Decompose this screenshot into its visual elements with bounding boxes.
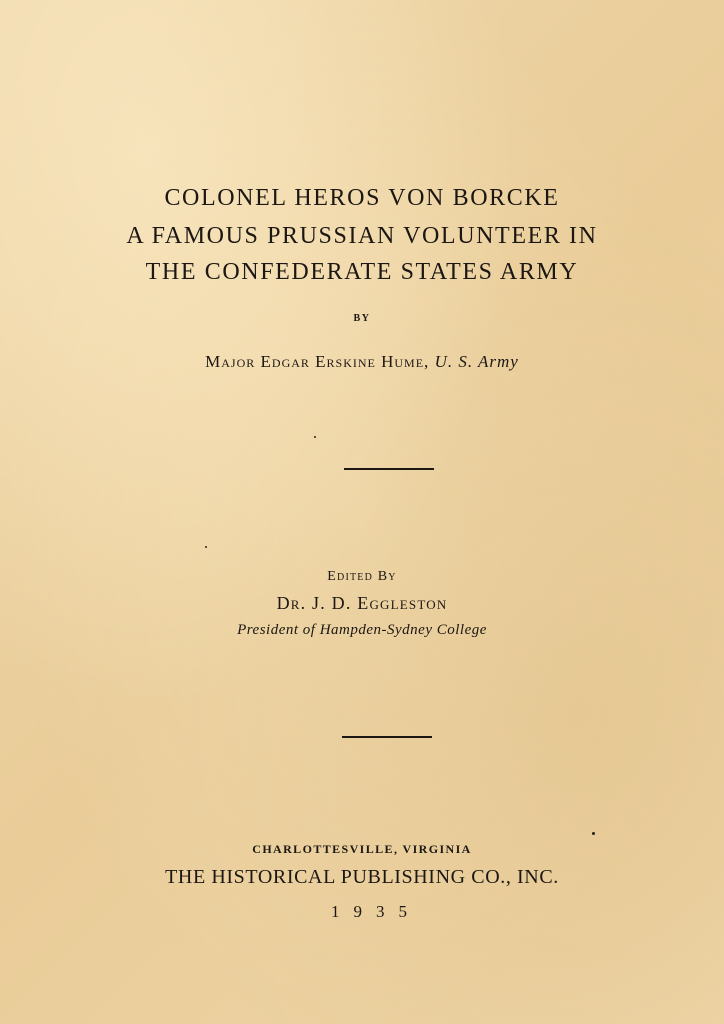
divider-rule-top — [344, 468, 434, 470]
title-line-2: A FAMOUS PRUSSIAN VOLUNTEER IN — [126, 223, 598, 249]
publication-place: CHARLOTTESVILLE, VIRGINIA — [252, 842, 472, 856]
editor-title: President of Hampden-Sydney College — [237, 622, 487, 638]
publication-year: 1935 — [331, 902, 421, 921]
ink-speck — [205, 546, 207, 548]
ink-speck — [314, 436, 316, 438]
publisher-name: THE HISTORICAL PUBLISHING CO., INC. — [165, 866, 559, 888]
author-name: Major Edgar Erskine Hume, — [205, 352, 430, 371]
title-line-1: COLONEL HEROS VON BORCKE — [164, 185, 560, 211]
author-affiliation: U. S. Army — [434, 352, 519, 371]
author-line — [0, 352, 724, 372]
by-label: BY — [353, 313, 371, 324]
title-line-3: THE CONFEDERATE STATES ARMY — [145, 259, 579, 285]
edited-by-label: Edited By — [327, 569, 397, 584]
editor-name: Dr. J. D. Eggleston — [276, 593, 448, 613]
divider-rule-bottom — [342, 736, 432, 738]
ink-speck — [592, 832, 595, 835]
